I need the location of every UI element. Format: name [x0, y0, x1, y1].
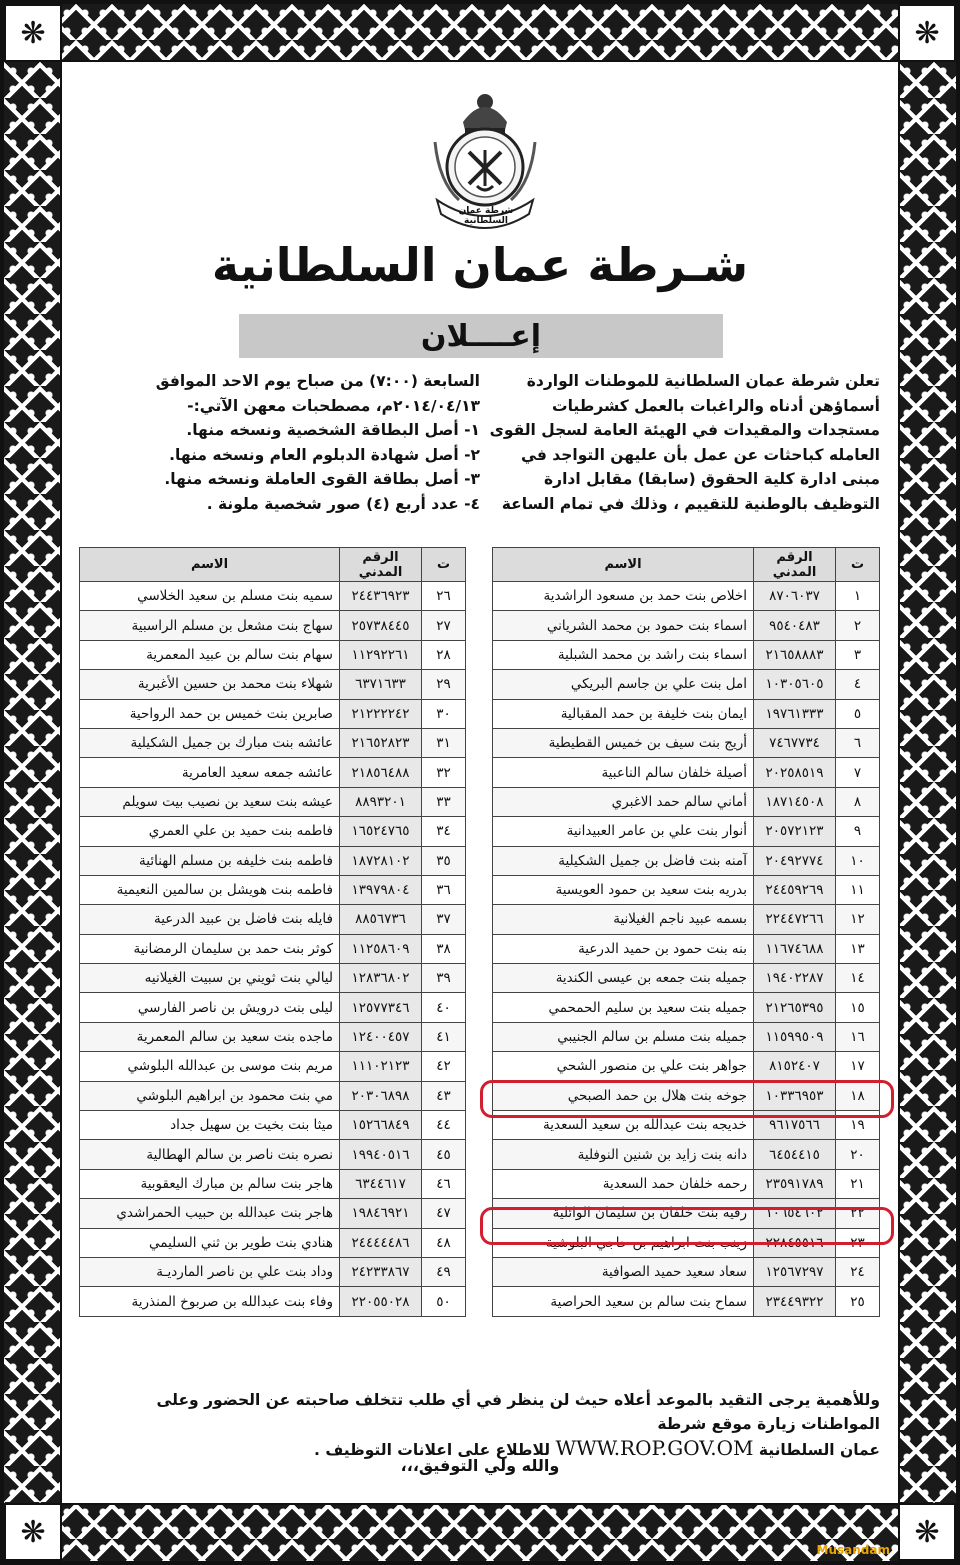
- intro-paragraph-left: [80, 369, 480, 516]
- roster-table-right: [492, 547, 880, 1317]
- row-number: ٤٩: [422, 1257, 466, 1286]
- civil-id-cell: ١٨٧١٤٥٠٨: [754, 787, 836, 816]
- civil-id-cell: ٢١٦٥٨٨٨٣: [754, 640, 836, 669]
- civil-id-cell: ٢١٦٥٢٨٢٣: [340, 728, 422, 757]
- table-row: [493, 846, 880, 875]
- civil-id-cell: ١١٢٥٨٦٠٩: [340, 934, 422, 963]
- table-row: [493, 1140, 880, 1169]
- intro-line: العامله كباحثات عن عمل بأن عليهن التواجد في: [521, 445, 880, 464]
- civil-id-cell: ١١٦٧٤٦٨٨: [754, 934, 836, 963]
- civil-id-cell: ١٣٩٧٩٨٠٤: [340, 875, 422, 904]
- table-row: [493, 964, 880, 993]
- intro-paragraph-right: [489, 369, 880, 516]
- requirement-item: ٤- عدد أربع (٤) صور شخصية ملونة .: [206, 494, 480, 513]
- row-number: ٤٨: [422, 1228, 466, 1257]
- corner-ornament-icon: ❋: [4, 4, 62, 62]
- row-number: ٤٣: [422, 1081, 466, 1110]
- name-cell: فاطمه بنت خليفه بن مسلم الهنائية: [80, 846, 340, 875]
- name-cell: سماح بنت سالم بن سعيد الحراصية: [493, 1287, 754, 1316]
- row-number: ٢٤: [836, 1257, 880, 1286]
- name-cell: بسمه عبيد ناجم الغيلانية: [493, 905, 754, 934]
- name-cell: شهلاء بنت محمد بن حسين الأغبرية: [80, 670, 340, 699]
- name-cell: ماجده بنت سعيد بن سالم المعمرية: [80, 1022, 340, 1051]
- name-cell: أنوار بنت علي بن عامر العبيدانية: [493, 817, 754, 846]
- column-header-civil-id: الرقم المدني: [754, 548, 836, 582]
- table-row: [80, 1169, 466, 1198]
- civil-id-cell: ١٩٨٤٦٩٢١: [340, 1199, 422, 1228]
- row-number: ٢٧: [422, 611, 466, 640]
- announcement-bar: [239, 314, 723, 358]
- name-cell: اسماء بنت راشد بن محمد الشبلية: [493, 640, 754, 669]
- column-header-civil-id: الرقم المدني: [340, 548, 422, 582]
- civil-id-cell: ٨٨٩٣٢٠١: [340, 787, 422, 816]
- table-row: [80, 934, 466, 963]
- border-band-right: [898, 62, 956, 1503]
- table-row: [80, 582, 466, 611]
- table-header-row: [493, 548, 880, 582]
- civil-id-cell: ٢٢٤٤٧٢٦٦: [754, 905, 836, 934]
- civil-id-cell: ٢٣٥٩١٧٨٩: [754, 1169, 836, 1198]
- table-row: [493, 728, 880, 757]
- footer-line: وللأهمية يرجى التقيد بالموعد أعلاه حيث لن ينظر في أي طلب تتخلف صاحبته عن الحضور وعلى المواطنات زيارة موقع شرطة: [156, 1391, 880, 1433]
- requirement-item: ٣- أصل بطاقة القوى العاملة ونسخه منها.: [164, 470, 480, 488]
- row-number: ٤٠: [422, 993, 466, 1022]
- table-row: [493, 758, 880, 787]
- column-header-number: ت: [836, 548, 880, 582]
- civil-id-cell: ١٠٣٠٥٦٠٥: [754, 670, 836, 699]
- row-number: ٣: [836, 640, 880, 669]
- name-cell: جميله بنت مسلم بن سالم الجنيبي: [493, 1022, 754, 1051]
- row-number: ٣٤: [422, 817, 466, 846]
- table-row: [80, 905, 466, 934]
- civil-id-cell: ١٨٧٢٨١٠٢: [340, 846, 422, 875]
- civil-id-cell: ٢٠٥٧٢١٢٣: [754, 817, 836, 846]
- row-number: ٢: [836, 611, 880, 640]
- intro-line: ٢٠١٤/٠٤/١٣م، مصطحبات معهن الآتي:-: [187, 396, 480, 415]
- name-cell: فايله بنت فاضل بن عبيد الدرعية: [80, 905, 340, 934]
- civil-id-cell: ٢٤٤٤٤٤٨٦: [340, 1228, 422, 1257]
- row-number: ٤٥: [422, 1140, 466, 1169]
- table-row: [80, 1287, 466, 1316]
- table-row: [80, 611, 466, 640]
- name-cell: أريج بنت سيف بن خميس القطيطية: [493, 728, 754, 757]
- table-row: [493, 640, 880, 669]
- civil-id-cell: ٨٨٥٦٧٣٦: [340, 905, 422, 934]
- civil-id-cell: ١٩٤٠٢٢٨٧: [754, 964, 836, 993]
- footer-text: للاطلاع على اعلانات التوظيف .: [314, 1441, 551, 1459]
- row-number: ٧: [836, 758, 880, 787]
- civil-id-cell: ١٢٨٣٦٨٠٢: [340, 964, 422, 993]
- table-row: [80, 846, 466, 875]
- row-number: ٢٢: [836, 1199, 880, 1228]
- column-header-name: الاسم: [80, 548, 340, 582]
- name-cell: امل بنت علي بن جاسم البريكي: [493, 670, 754, 699]
- row-number: ١١: [836, 875, 880, 904]
- intro-line: تعلن شرطة عمان السلطانية للموطنات الواردة: [526, 372, 880, 390]
- border-band-top: [4, 4, 956, 62]
- name-cell: عيشه بنت سعيد بن نصيب بيت سويلم: [80, 787, 340, 816]
- border-band-bottom: [4, 1503, 956, 1561]
- name-cell: مي بنت محمود بن ابراهيم البلوشي: [80, 1081, 340, 1110]
- footer-note: [80, 1388, 880, 1462]
- civil-id-cell: ٢٣٤٤٩٣٢٢: [754, 1287, 836, 1316]
- name-cell: مريم بنت موسى بن عبدالله البلوشي: [80, 1052, 340, 1081]
- civil-id-cell: ١٢٥٦٧٢٩٧: [754, 1257, 836, 1286]
- table-row: [80, 699, 466, 728]
- civil-id-cell: ٦٣٧١٦٣٣: [340, 670, 422, 699]
- requirement-item: ٢- أصل شهادة الدبلوم العام ونسخه منها.: [169, 445, 480, 464]
- name-cell: رحمه خلفان حمد السعدية: [493, 1169, 754, 1198]
- row-number: ٣٨: [422, 934, 466, 963]
- row-number: ٤: [836, 670, 880, 699]
- row-number: ٥: [836, 699, 880, 728]
- civil-id-cell: ١١٢٩٢٢٦١: [340, 640, 422, 669]
- table-row: [493, 611, 880, 640]
- name-cell: فاطمه بنت حميد بن علي العمري: [80, 817, 340, 846]
- name-cell: جواهر بنت علي بن منصور الشحي: [493, 1052, 754, 1081]
- table-row: [80, 964, 466, 993]
- table-row: [80, 1081, 466, 1110]
- name-cell: بنه بنت حمود بن حميد الدرعية: [493, 934, 754, 963]
- row-number: ٣٣: [422, 787, 466, 816]
- table-row: [493, 670, 880, 699]
- footer-text: عمان السلطانية: [758, 1441, 880, 1459]
- row-number: ٢٨: [422, 640, 466, 669]
- civil-id-cell: ١٩٧٦١٣٣٣: [754, 699, 836, 728]
- row-number: ٩: [836, 817, 880, 846]
- name-cell: ميثا بنت بخيت بن سهيل جداد: [80, 1111, 340, 1140]
- name-cell: اسماء بنت حمود بن محمد الشرياني: [493, 611, 754, 640]
- civil-id-cell: ١١١٠٢١٢٣: [340, 1052, 422, 1081]
- civil-id-cell: ٢٤٤٣٦٩٢٣: [340, 582, 422, 611]
- name-cell: وداد بنت علي بن ناصر المارديـة: [80, 1257, 340, 1286]
- name-cell: فاطمه بنت هويشل بن سالمين النعيمية: [80, 875, 340, 904]
- row-number: ١٥: [836, 993, 880, 1022]
- intro-line: التوظيف بالوطنية للتقييم ، وذلك في تمام الساعة: [501, 494, 880, 513]
- intro-line: مستجدات والمقيدات في الهيئة العامة لسجل القوى: [489, 421, 880, 439]
- table-row: [80, 875, 466, 904]
- name-cell: اخلاص بنت حمد بن مسعود الراشدية: [493, 582, 754, 611]
- row-number: ١٨: [836, 1081, 880, 1110]
- table-row: [80, 1111, 466, 1140]
- intro-line: أسماؤهن أدناه والراغبات بالعمل كشرطيات: [552, 396, 880, 415]
- table-row: [80, 1022, 466, 1051]
- row-number: ٤١: [422, 1022, 466, 1051]
- table-row: [80, 993, 466, 1022]
- row-number: ٣٦: [422, 875, 466, 904]
- table-row: [493, 875, 880, 904]
- table-row: [493, 817, 880, 846]
- row-number: ١٠: [836, 846, 880, 875]
- civil-id-cell: ١٠٣٣٦٩٥٣: [754, 1081, 836, 1110]
- table-row: [80, 728, 466, 757]
- name-cell: عائشه جمعه سعيد العامرية: [80, 758, 340, 787]
- name-cell: نصره بنت ناصر بن سالم الهطالية: [80, 1140, 340, 1169]
- website-link[interactable]: WWW.ROP.GOV.OM: [555, 1436, 754, 1460]
- corner-ornament-icon: ❋: [4, 1503, 62, 1561]
- row-number: ٢٩: [422, 670, 466, 699]
- civil-id-cell: ٧٤٦٧٧٣٤: [754, 728, 836, 757]
- table-row: [80, 1052, 466, 1081]
- row-number: ٢٦: [422, 582, 466, 611]
- civil-id-cell: ٢٢٨٤٥٥١٦: [754, 1228, 836, 1257]
- corner-ornament-icon: ❋: [898, 4, 956, 62]
- watermark-text: Musandam: [816, 1543, 890, 1557]
- civil-id-cell: ١٥٢٦٦٨٤٩: [340, 1111, 422, 1140]
- row-number: ٢٠: [836, 1140, 880, 1169]
- table-row: [80, 1257, 466, 1286]
- row-number: ١٣: [836, 934, 880, 963]
- corner-ornament-icon: ❋: [898, 1503, 956, 1561]
- civil-id-cell: ٢٠٤٩٢٧٧٤: [754, 846, 836, 875]
- name-cell: جميله بنت سعيد بن سليم الحمحمي: [493, 993, 754, 1022]
- row-number: ١٧: [836, 1052, 880, 1081]
- name-cell: سهام بنت سالم بن عبيد المعمرية: [80, 640, 340, 669]
- civil-id-cell: ٢٠٢٥٨٥١٩: [754, 758, 836, 787]
- table-row: [493, 787, 880, 816]
- column-header-name: الاسم: [493, 548, 754, 582]
- roster-table-left: [79, 547, 466, 1317]
- row-number: ٢١: [836, 1169, 880, 1198]
- table-row: [493, 905, 880, 934]
- name-cell: أصيلة خلفان سالم الناعبية: [493, 758, 754, 787]
- border-band-left: [4, 62, 62, 1503]
- row-number: ٥٠: [422, 1287, 466, 1316]
- name-cell: هاجر بنت سالم بن مبارك اليعقوبية: [80, 1169, 340, 1198]
- closing-line: والله ولي التوفيق،،،: [400, 1456, 560, 1475]
- name-cell: ايمان بنت خليفة بن حمد المقبالية: [493, 699, 754, 728]
- table-row: [80, 787, 466, 816]
- row-number: ٣٧: [422, 905, 466, 934]
- name-cell: سعاد سعيد حميد الصوافية: [493, 1257, 754, 1286]
- civil-id-cell: ١٢٤٠٠٤٥٧: [340, 1022, 422, 1051]
- civil-id-cell: ١٠٦٥٤٦٠٢: [754, 1199, 836, 1228]
- highlight-circle-row-17: [480, 1080, 894, 1118]
- row-number: ١: [836, 582, 880, 611]
- table-row: [493, 1287, 880, 1316]
- row-number: ١٩: [836, 1111, 880, 1140]
- civil-id-cell: ٢١٨٥٦٤٨٨: [340, 758, 422, 787]
- name-cell: هنادي بنت طوير بن ثني السليمي: [80, 1228, 340, 1257]
- name-cell: كوثر بنت حمد بن سليمان الرمضانية: [80, 934, 340, 963]
- row-number: ٤٦: [422, 1169, 466, 1198]
- table-row: [80, 1228, 466, 1257]
- row-number: ٣١: [422, 728, 466, 757]
- name-cell: جوخه بنت هلال بن حمد الصبحي: [493, 1081, 754, 1110]
- civil-id-cell: ٢٢٠٥٥٠٢٨: [340, 1287, 422, 1316]
- row-number: ١٤: [836, 964, 880, 993]
- name-cell: عائشه بنت مبارك بن جميل الشكيلية: [80, 728, 340, 757]
- table-row: [493, 1257, 880, 1286]
- table-header-row: [80, 548, 466, 582]
- name-cell: بدريه بنت سعيد بن حمود العويسية: [493, 875, 754, 904]
- civil-id-cell: ٦٤٥٤٤١٥: [754, 1140, 836, 1169]
- table-row: [80, 670, 466, 699]
- table-row: [493, 1052, 880, 1081]
- row-number: ٣٠: [422, 699, 466, 728]
- row-number: ٦: [836, 728, 880, 757]
- name-cell: ليالي بنت ثويني بن سبيت الغيلانيه: [80, 964, 340, 993]
- table-row: [493, 993, 880, 1022]
- civil-id-cell: ٢٥٧٣٨٤٤٥: [340, 611, 422, 640]
- civil-id-cell: ٨٧٠٦٠٣٧: [754, 582, 836, 611]
- row-number: ١٢: [836, 905, 880, 934]
- name-cell: وفاء بنت عبدالله بن صربوخ المنذرية: [80, 1287, 340, 1316]
- name-cell: دانه بنت زايد بن شنين النوفلية: [493, 1140, 754, 1169]
- civil-id-cell: ٦٣٤٤٦١٧: [340, 1169, 422, 1198]
- announcement-label: إعــــلان: [420, 318, 542, 354]
- civil-id-cell: ٢٤٤٥٩٢٦٩: [754, 875, 836, 904]
- civil-id-cell: ١٦٥٢٤٧٦٥: [340, 817, 422, 846]
- emblem-ribbon-text: شرطة عمان السلطانية: [458, 206, 514, 226]
- table-row: [493, 1022, 880, 1051]
- civil-id-cell: ٨١٥٢٤٠٧: [754, 1052, 836, 1081]
- row-number: ٣٥: [422, 846, 466, 875]
- name-cell: آمنه بنت فاضل بن جميل الشكيلية: [493, 846, 754, 875]
- row-number: ٤٧: [422, 1199, 466, 1228]
- row-number: ٤٢: [422, 1052, 466, 1081]
- page-title: شـرطة عمان السلطانية: [211, 238, 749, 292]
- civil-id-cell: ٢١٢٢٢٢٤٢: [340, 699, 422, 728]
- name-cell: أماني سالم حمد الاغبري: [493, 787, 754, 816]
- civil-id-cell: ٢٠٣٠٦٨٩٨: [340, 1081, 422, 1110]
- table-row: [80, 758, 466, 787]
- civil-id-cell: ٩٥٤٠٤٨٣: [754, 611, 836, 640]
- name-cell: هاجر بنت عبدالله بن حبيب الحمراشدي: [80, 1199, 340, 1228]
- name-cell: رقيه بنت خلفان بن سليمان الوائلية: [493, 1199, 754, 1228]
- requirement-item: ١- أصل البطاقة الشخصية ونسخه منها.: [186, 421, 480, 439]
- table-row: [493, 582, 880, 611]
- row-number: ٤٤: [422, 1111, 466, 1140]
- civil-id-cell: ١٩٩٤٠٥١٦: [340, 1140, 422, 1169]
- column-header-number: ت: [422, 548, 466, 582]
- civil-id-cell: ١١٥٩٩٥٠٩: [754, 1022, 836, 1051]
- name-cell: سميه بنت مسلم بن سعيد الخلاسي: [80, 582, 340, 611]
- name-cell: صابرين بنت خميس بن حمد الرواحية: [80, 699, 340, 728]
- table-row: [493, 699, 880, 728]
- name-cell: سهاج بنت مشعل بن مسلم الراسبية: [80, 611, 340, 640]
- row-number: ١٦: [836, 1022, 880, 1051]
- civil-id-cell: ٢٤٢٣٣٨٦٧: [340, 1257, 422, 1286]
- civil-id-cell: ٢١٢٦٥٣٩٥: [754, 993, 836, 1022]
- name-cell: جميله بنت جمعه بن عيسى الكندية: [493, 964, 754, 993]
- row-number: ٢٥: [836, 1287, 880, 1316]
- table-row: [80, 1199, 466, 1228]
- table-row: [80, 1140, 466, 1169]
- name-cell: ليلى بنت درويش بن ناصر الفارسي: [80, 993, 340, 1022]
- row-number: ٣٢: [422, 758, 466, 787]
- civil-id-cell: ١٢٥٧٧٣٤٦: [340, 993, 422, 1022]
- intro-line: السابعة (٧:٠٠) من صباح يوم الاحد الموافق: [155, 372, 480, 390]
- intro-line: مبنى ادارة كلية الحقوق (سابقا) مقابل ادارة: [544, 470, 880, 488]
- name-cell: خديجه بنت عبدالله بن سعيد السعدية: [493, 1111, 754, 1140]
- row-number: ٨: [836, 787, 880, 816]
- row-number: ٢٣: [836, 1228, 880, 1257]
- row-number: ٣٩: [422, 964, 466, 993]
- table-row: [80, 817, 466, 846]
- table-row: [493, 1169, 880, 1198]
- table-row: [493, 934, 880, 963]
- civil-id-cell: ٩٦١٧٥٦٦: [754, 1111, 836, 1140]
- table-row: [80, 640, 466, 669]
- highlight-circle-row-21: [480, 1207, 894, 1245]
- name-cell: زينب بنت ابراهيم بن حاجي البلوشية: [493, 1228, 754, 1257]
